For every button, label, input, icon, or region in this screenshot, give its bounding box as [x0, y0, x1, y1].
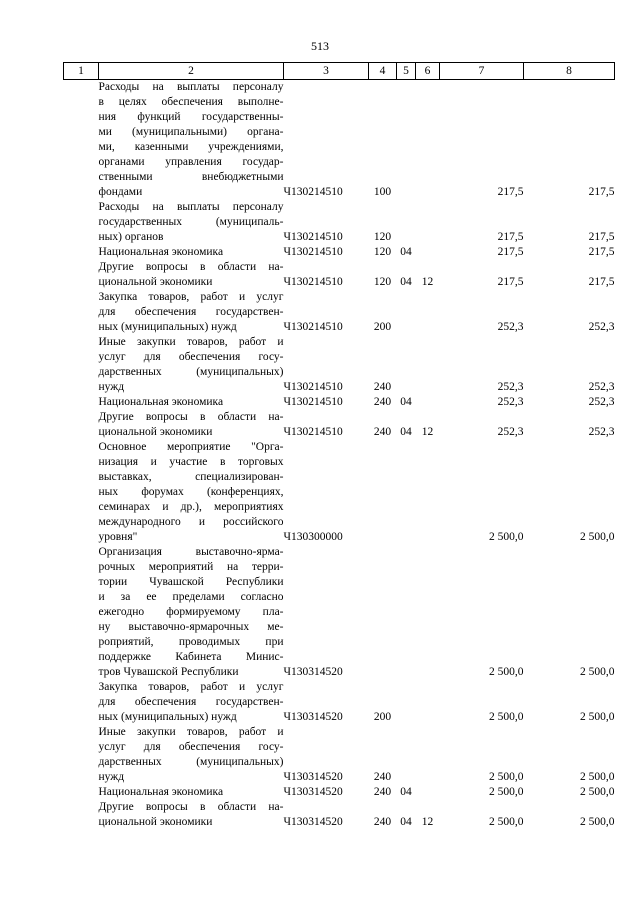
cell-sum-7: 217,5	[497, 231, 524, 243]
cell-sum-8: 252,3	[588, 321, 615, 333]
name-line: Расходы на выплаты персоналу	[98, 81, 284, 93]
cell-code: Ч130314520	[283, 666, 343, 678]
name-line: циональной экономики	[98, 276, 213, 288]
cell-sum-7: 252,3	[497, 426, 524, 438]
table-row	[64, 335, 615, 395]
cell-name	[99, 260, 284, 290]
cell-col-1	[64, 290, 99, 335]
name-line: ния функций государственны-	[98, 111, 284, 123]
cell-code: Ч130214510	[283, 246, 343, 258]
cell-vr: 240	[373, 786, 392, 798]
cell-sum-7: 2 500,0	[489, 531, 524, 543]
cell-sum-8: 217,5	[588, 186, 615, 198]
cell-col-1	[64, 785, 99, 800]
name-line: ных форумах (конференциях,	[98, 486, 284, 498]
cell-vr: 240	[373, 426, 392, 438]
name-line: дарственных (муниципальных)	[98, 366, 284, 378]
cell-pr	[416, 80, 440, 201]
table-row	[64, 545, 615, 680]
name-line: ми (муниципальными) органа-	[98, 126, 284, 138]
cell-name	[99, 410, 284, 440]
cell-vr: 120	[373, 246, 392, 258]
name-line: поддержке Кабинета Минис-	[98, 651, 284, 663]
cell-col-1	[64, 200, 99, 245]
cell-sum-8: 2 500,0	[580, 771, 615, 783]
cell-pr	[416, 545, 440, 680]
cell-sum-7: 2 500,0	[489, 816, 524, 828]
name-line: Национальная экономика	[98, 786, 224, 798]
cell-sum-8: 217,5	[588, 246, 615, 258]
cell-sum-8: 252,3	[588, 381, 615, 393]
cell-rz: 04	[400, 396, 412, 408]
cell-sum-8: 2 500,0	[580, 531, 615, 543]
cell-pr	[416, 290, 440, 335]
name-line: Закупка товаров, работ и услуг	[98, 291, 284, 303]
table-row	[64, 245, 615, 260]
table-body	[64, 80, 615, 831]
cell-sum-7: 2 500,0	[489, 786, 524, 798]
table-row	[64, 410, 615, 440]
cell-vr	[369, 545, 397, 680]
cell-code: Ч130214510	[283, 231, 343, 243]
cell-vr: 120	[373, 231, 392, 243]
cell-col-1	[64, 245, 99, 260]
cell-sum-7: 2 500,0	[489, 666, 524, 678]
cell-vr: 240	[373, 396, 392, 408]
cell-code: Ч130214510	[283, 276, 343, 288]
cell-pr	[416, 785, 440, 800]
table-row	[64, 800, 615, 830]
cell-pr	[416, 725, 440, 785]
table-row	[64, 395, 615, 410]
cell-code: Ч130214510	[283, 381, 343, 393]
page-number: 513	[311, 39, 329, 53]
cell-sum-7: 2 500,0	[489, 771, 524, 783]
cell-col-1	[64, 680, 99, 725]
cell-name	[99, 80, 284, 201]
name-line: для обеспечения государствен-	[98, 306, 284, 318]
cell-name	[99, 290, 284, 335]
name-line: Другие вопросы в области на-	[98, 801, 284, 813]
name-line: циональной экономики	[98, 816, 213, 828]
name-line: Национальная экономика	[98, 246, 224, 258]
cell-col-1	[64, 335, 99, 395]
cell-name	[99, 680, 284, 725]
name-line: ных) органов	[98, 231, 164, 243]
cell-code: Ч130214510	[283, 321, 343, 333]
cell-name	[99, 785, 284, 800]
table-row	[64, 80, 615, 201]
name-line: тории Чувашской Республики	[98, 576, 284, 588]
name-line: Расходы на выплаты персоналу	[98, 201, 284, 213]
cell-pr	[416, 395, 440, 410]
name-line: нужд	[98, 771, 125, 783]
name-line: Организация выставочно-ярма-	[98, 546, 284, 558]
cell-rz	[397, 200, 416, 245]
cell-vr: 200	[373, 711, 392, 723]
name-line: роприятий, проводимых при	[98, 636, 284, 648]
name-line: тров Чувашской Республики	[98, 666, 239, 678]
cell-col-1	[64, 80, 99, 201]
header-col-3: 3	[284, 63, 369, 80]
table-row	[64, 785, 615, 800]
name-line: Основное мероприятие "Орга-	[98, 441, 284, 453]
cell-col-1	[64, 410, 99, 440]
name-line: органами управления государ-	[98, 156, 284, 168]
name-line: и за ее пределами согласно	[98, 591, 284, 603]
cell-name	[99, 800, 284, 830]
name-line: Другие вопросы в области на-	[98, 411, 284, 423]
cell-code: Ч130314520	[283, 771, 343, 783]
name-line: фондами	[98, 186, 143, 198]
cell-pr	[416, 680, 440, 725]
cell-rz	[397, 290, 416, 335]
cell-rz	[397, 335, 416, 395]
name-line: ных (муниципальных) нужд	[98, 711, 237, 723]
cell-code: Ч130214510	[283, 396, 343, 408]
cell-sum-7: 252,3	[497, 381, 524, 393]
name-line: государственных (муниципаль-	[98, 216, 284, 228]
cell-sum-7: 217,5	[497, 186, 524, 198]
table-row	[64, 260, 615, 290]
header-col-6: 6	[416, 63, 440, 80]
cell-pr	[416, 440, 440, 545]
cell-rz: 04	[400, 786, 412, 798]
name-line: Национальная экономика	[98, 396, 224, 408]
cell-vr: 200	[373, 321, 392, 333]
cell-name	[99, 395, 284, 410]
cell-rz: 04	[400, 816, 412, 828]
name-line: Иные закупки товаров, работ и	[98, 726, 284, 738]
cell-sum-7: 252,3	[497, 396, 524, 408]
name-line: услуг для обеспечения госу-	[98, 741, 284, 753]
cell-sum-8: 217,5	[588, 276, 615, 288]
cell-name	[99, 335, 284, 395]
table-row	[64, 440, 615, 545]
cell-pr	[416, 200, 440, 245]
name-line: выставках, специализирован-	[98, 471, 284, 483]
cell-rz: 04	[400, 276, 412, 288]
cell-sum-8: 252,3	[588, 396, 615, 408]
cell-sum-7: 217,5	[497, 246, 524, 258]
cell-name	[99, 440, 284, 545]
cell-code: Ч130314520	[283, 786, 343, 798]
cell-sum-8: 2 500,0	[580, 666, 615, 678]
table-row	[64, 200, 615, 245]
name-line: нужд	[98, 381, 125, 393]
cell-code: Ч130314520	[283, 816, 343, 828]
cell-pr	[416, 245, 440, 260]
name-line: семинарах и др.), мероприятиях	[98, 501, 284, 513]
cell-rz	[397, 80, 416, 201]
cell-code: Ч130214510	[283, 186, 343, 198]
cell-pr: 12	[421, 276, 434, 288]
name-line: ственными внебюджетными	[98, 171, 284, 183]
name-line: Иные закупки товаров, работ и	[98, 336, 284, 348]
name-line: услуг для обеспечения госу-	[98, 351, 284, 363]
header-col-7: 7	[440, 63, 524, 80]
cell-col-1	[64, 725, 99, 785]
cell-pr: 12	[421, 426, 434, 438]
cell-vr: 120	[373, 276, 392, 288]
cell-sum-8: 217,5	[588, 231, 615, 243]
cell-name	[99, 725, 284, 785]
name-line: ми, казенными учреждениями,	[98, 141, 284, 153]
cell-sum-8: 2 500,0	[580, 786, 615, 798]
name-line: ну выставочно-ярмарочных ме-	[98, 621, 284, 633]
cell-name	[99, 545, 284, 680]
header-col-1: 1	[64, 63, 99, 80]
header-col-8: 8	[524, 63, 615, 80]
name-line: Другие вопросы в области на-	[98, 261, 284, 273]
cell-pr: 12	[421, 816, 434, 828]
name-line: циональной экономики	[98, 426, 213, 438]
cell-vr: 240	[373, 816, 392, 828]
name-line: ных (муниципальных) нужд	[98, 321, 237, 333]
cell-vr: 240	[373, 381, 392, 393]
cell-pr	[416, 335, 440, 395]
name-line: в целях обеспечения выполне-	[98, 96, 284, 108]
name-line: низация и участие в торговых	[98, 456, 284, 468]
header-col-2: 2	[99, 63, 284, 80]
cell-vr	[369, 440, 397, 545]
cell-rz	[397, 725, 416, 785]
table-row	[64, 725, 615, 785]
cell-rz	[397, 440, 416, 545]
cell-sum-8: 2 500,0	[580, 816, 615, 828]
header-col-4: 4	[369, 63, 397, 80]
cell-rz: 04	[400, 246, 412, 258]
cell-sum-7: 217,5	[497, 276, 524, 288]
cell-name	[99, 200, 284, 245]
header-col-5: 5	[397, 63, 416, 80]
cell-code: Ч130214510	[283, 426, 343, 438]
cell-col-1	[64, 260, 99, 290]
table-header	[64, 63, 615, 80]
budget-table	[63, 62, 615, 830]
cell-col-1	[64, 545, 99, 680]
name-line: рочных мероприятий на терри-	[98, 561, 284, 573]
cell-rz	[397, 545, 416, 680]
name-line: ежегодно формируемому пла-	[98, 606, 284, 618]
cell-rz	[397, 680, 416, 725]
cell-col-1	[64, 800, 99, 830]
name-line: уровня"	[98, 531, 138, 543]
cell-rz: 04	[400, 426, 412, 438]
cell-sum-8: 252,3	[588, 426, 615, 438]
cell-code: Ч130314520	[283, 711, 343, 723]
cell-code: Ч130300000	[283, 531, 343, 543]
name-line: Закупка товаров, работ и услуг	[98, 681, 284, 693]
cell-name	[99, 245, 284, 260]
cell-col-1	[64, 440, 99, 545]
cell-sum-8: 2 500,0	[580, 711, 615, 723]
table-row	[64, 680, 615, 725]
cell-col-1	[64, 395, 99, 410]
name-line: для обеспечения государствен-	[98, 696, 284, 708]
cell-sum-7: 2 500,0	[489, 711, 524, 723]
cell-vr: 240	[373, 771, 392, 783]
name-line: дарственных (муниципальных)	[98, 756, 284, 768]
cell-sum-7: 252,3	[497, 321, 524, 333]
table-row	[64, 290, 615, 335]
cell-vr: 100	[373, 186, 392, 198]
name-line: международного и российского	[98, 516, 284, 528]
